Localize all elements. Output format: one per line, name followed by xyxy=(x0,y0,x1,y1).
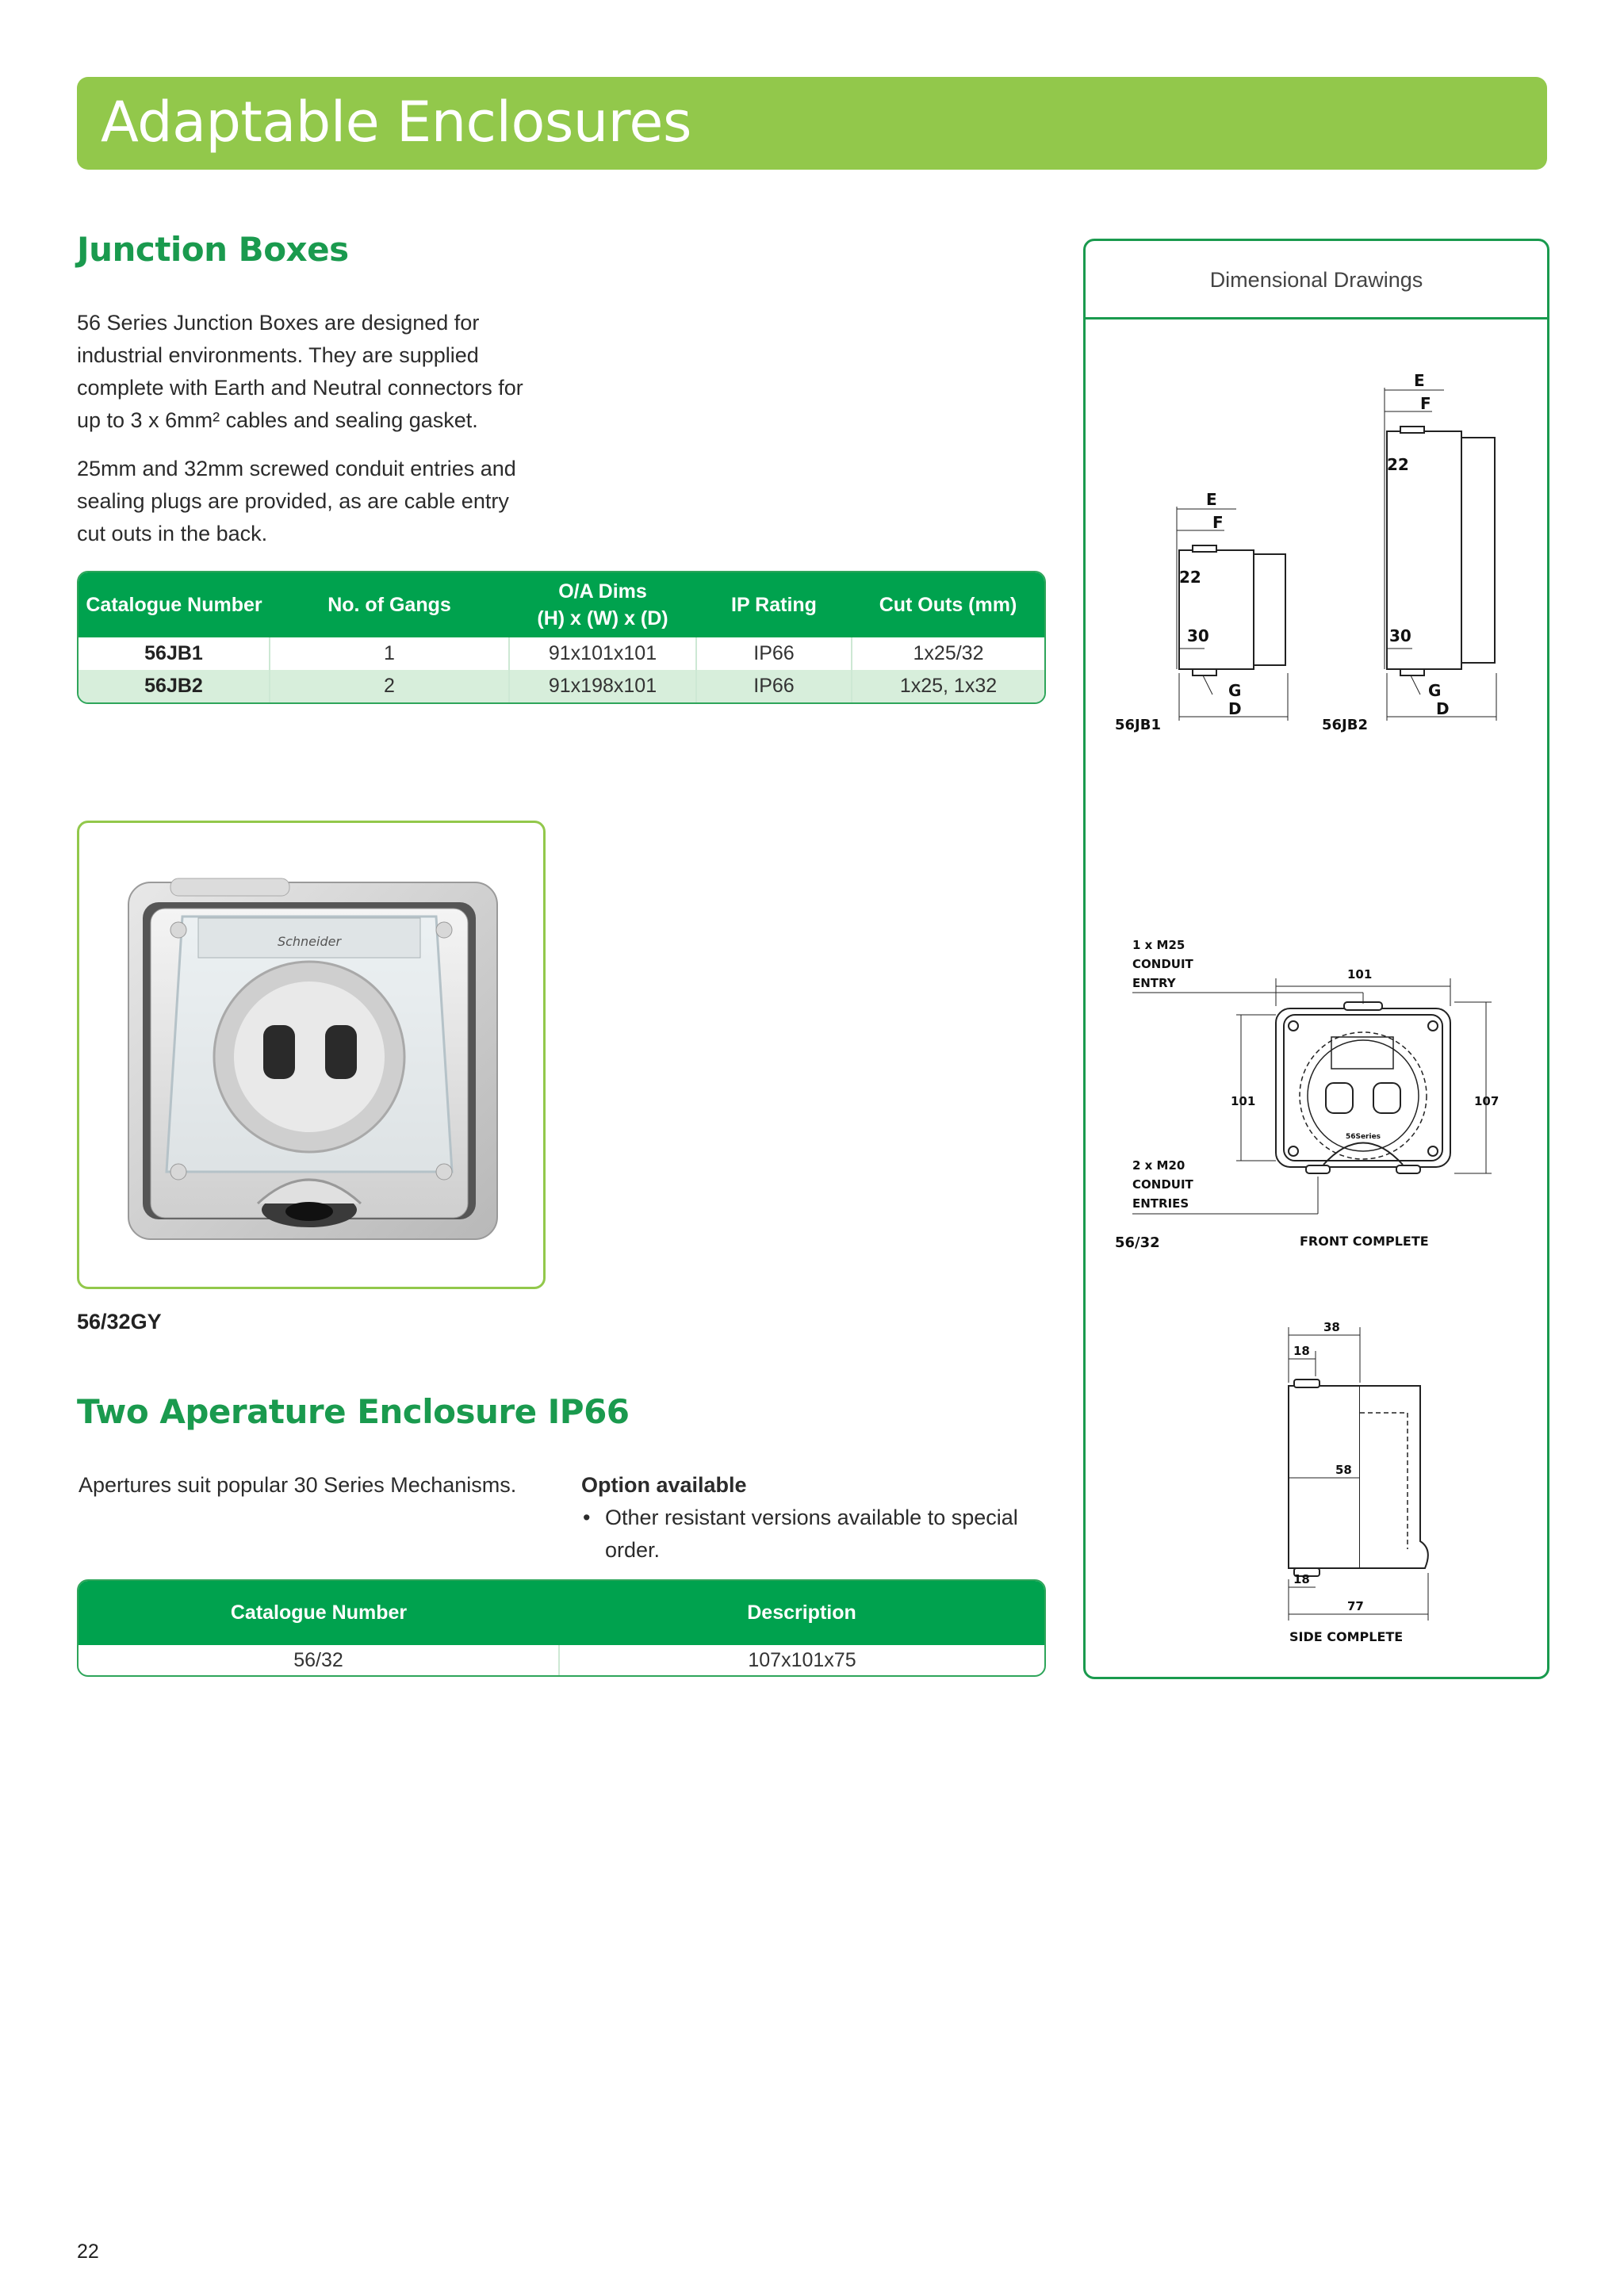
cell-gangs: 2 xyxy=(270,670,509,702)
side-38: 38 xyxy=(1323,1320,1340,1334)
desc-line: sealing plugs are provided, as are cable entry xyxy=(77,489,509,513)
junction-boxes-table xyxy=(77,571,1046,704)
brand-logo: Schneider xyxy=(277,934,342,949)
dim-30: 30 xyxy=(1187,626,1209,645)
col-header-gangs: No. of Gangs xyxy=(270,572,509,637)
side-18-top: 18 xyxy=(1293,1344,1310,1358)
cell-cutouts: 1x25, 1x32 xyxy=(852,670,1044,702)
dim-22: 22 xyxy=(1387,455,1409,474)
option-item xyxy=(581,1502,1049,1567)
front-caption: FRONT COMPLETE xyxy=(1300,1234,1429,1249)
option-list xyxy=(581,1502,1049,1567)
bullet-icon: • xyxy=(583,1506,591,1529)
series-logo: 56Series xyxy=(1345,1133,1381,1141)
dim-30: 30 xyxy=(1389,626,1411,645)
dim-E: E xyxy=(1206,490,1217,509)
col-header-cutouts: Cut Outs (mm) xyxy=(852,572,1044,637)
side-caption: SIDE COMPLETE xyxy=(1289,1629,1404,1644)
table-row xyxy=(79,1645,1044,1675)
cell-dims: 91x101x101 xyxy=(509,637,696,670)
dim-D: D xyxy=(1228,699,1242,718)
label-56jb2: 56JB2 xyxy=(1322,717,1368,733)
dim-G: G xyxy=(1228,681,1242,700)
dim-22: 22 xyxy=(1179,568,1201,587)
table-row xyxy=(79,670,1044,702)
m20-line: 2 x M20 xyxy=(1132,1158,1185,1173)
m20-line: CONDUIT xyxy=(1132,1177,1193,1192)
two-aperture-description: Apertures suit popular 30 Series Mechanisms. xyxy=(79,1473,517,1497)
junction-boxes-heading: Junction Boxes xyxy=(77,230,349,269)
dim-D: D xyxy=(1436,699,1450,718)
cell-ip: IP66 xyxy=(696,637,852,670)
option-title: Option available xyxy=(581,1473,747,1497)
desc-line: 25mm and 32mm screwed conduit entries and xyxy=(77,457,516,480)
m25-line: CONDUIT xyxy=(1132,957,1193,971)
dims-header-line1: O/A Dims xyxy=(558,580,647,603)
dim-title: Dimensional Drawings xyxy=(1209,268,1423,292)
product-image xyxy=(79,823,543,1287)
front-height: 101 xyxy=(1231,1094,1256,1108)
desc-line: up to 3 x 6mm² cables and sealing gasket. xyxy=(77,408,478,432)
cell-catalogue: 56JB1 xyxy=(144,642,203,664)
cell-cutouts: 1x25/32 xyxy=(852,637,1044,670)
m20-line: ENTRIES xyxy=(1132,1196,1189,1211)
side-58: 58 xyxy=(1335,1463,1352,1477)
header-banner xyxy=(77,77,1547,170)
product-caption: 56/32GY xyxy=(77,1310,162,1334)
desc-line: complete with Earth and Neutral connectors for xyxy=(77,376,523,400)
dimensional-drawings xyxy=(1086,241,1547,1677)
enclosure-table xyxy=(77,1579,1046,1677)
cell-catalogue: 56JB2 xyxy=(79,670,270,702)
cell-description: 107x101x75 xyxy=(559,1645,1044,1675)
label-56jb1: 56JB1 xyxy=(1115,717,1161,733)
desc-line: industrial environments. They are supplied xyxy=(77,343,479,367)
cell-ip: IP66 xyxy=(696,670,852,702)
front-model-label: 56/32 xyxy=(1115,1234,1160,1251)
cell-dims: 91x198x101 xyxy=(509,670,696,702)
page-number: 22 xyxy=(77,2241,99,2263)
side-18-bottom: 18 xyxy=(1293,1572,1310,1586)
front-width: 101 xyxy=(1347,967,1373,982)
junction-boxes-description xyxy=(77,307,569,550)
desc-line: 56 Series Junction Boxes are designed for xyxy=(77,311,480,335)
option-line: Other resistant versions available to special xyxy=(605,1506,1018,1529)
side-77: 77 xyxy=(1347,1599,1364,1613)
col-header-ip: IP Rating xyxy=(696,572,852,637)
option-line: order. xyxy=(605,1538,661,1562)
two-aperture-heading: Two Aperature Enclosure IP66 xyxy=(77,1392,630,1431)
page-title: Adaptable Enclosures xyxy=(101,90,691,155)
front-overall-height: 107 xyxy=(1474,1094,1500,1108)
cell-gangs: 1 xyxy=(270,637,509,670)
cell-catalogue: 56/32 xyxy=(293,1648,343,1671)
dim-F: F xyxy=(1420,394,1431,413)
m25-line: ENTRY xyxy=(1132,976,1176,990)
m25-line: 1 x M25 xyxy=(1132,938,1185,952)
table-row xyxy=(79,637,1044,670)
product-image-card xyxy=(77,821,546,1289)
col-header-catalogue: Catalogue Number xyxy=(79,572,270,637)
col-header-description: Description xyxy=(559,1581,1044,1645)
col-header-dims xyxy=(509,572,696,637)
dim-E: E xyxy=(1414,371,1425,390)
dim-G: G xyxy=(1428,681,1442,700)
col-header-catalogue: Catalogue Number xyxy=(79,1581,559,1645)
dimensional-drawings-panel xyxy=(1083,239,1549,1679)
desc-line: cut outs in the back. xyxy=(77,522,268,545)
dim-F: F xyxy=(1212,513,1224,532)
dims-header-line2: (H) x (W) x (D) xyxy=(537,607,668,629)
